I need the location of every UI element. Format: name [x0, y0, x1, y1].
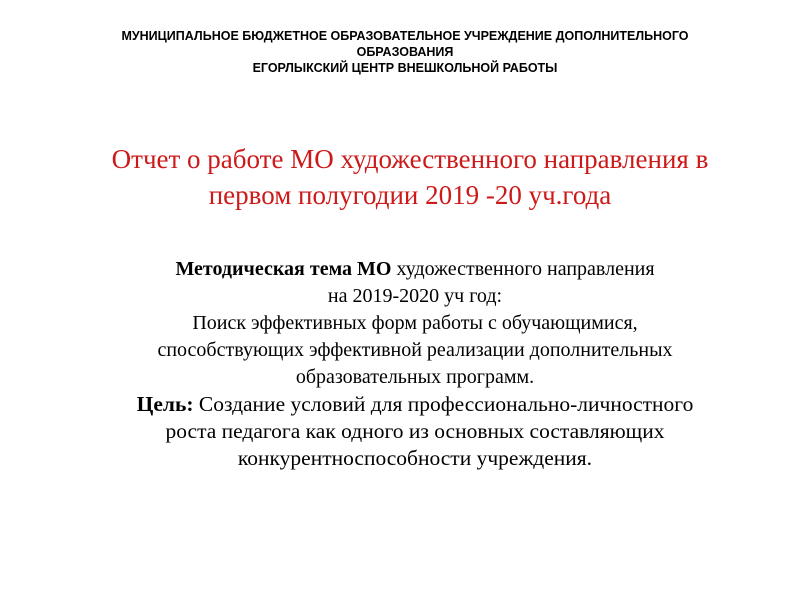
- goal-text: Создание условий для профессионально-личностного: [193, 392, 694, 416]
- title-line-1: Отчет о работе МО художественного направления в: [111, 144, 709, 174]
- goal-line-2: роста педагога как одного из основных составляющих: [165, 419, 665, 443]
- header-line-2: ОБРАЗОВАНИЯ: [356, 45, 454, 59]
- goal-line-1: [30, 391, 800, 418]
- header-line-3: ЕГОРЛЫКСКИЙ ЦЕНТР ВНЕШКОЛЬНОЙ РАБОТЫ: [252, 61, 558, 75]
- title-line-2: первом полугодии 2019 -20 уч.года: [208, 180, 612, 210]
- report-title: [30, 141, 790, 213]
- theme-text: художественного направления: [396, 258, 655, 280]
- theme-label: Методическая тема МО: [175, 258, 397, 280]
- theme-line-5: образовательных программ.: [295, 366, 535, 388]
- theme-line-4: способствующих эффективной реализации дополнительных: [157, 339, 673, 361]
- institution-header: [40, 28, 770, 76]
- goal-label: Цель:: [136, 392, 194, 416]
- theme-line-2: на 2019-2020 уч год:: [327, 285, 503, 307]
- theme-line-1: [30, 256, 800, 283]
- goal-line-3: конкурентноспособности учреждения.: [237, 446, 593, 470]
- report-body: [30, 256, 800, 472]
- theme-line-3: Поиск эффективных форм работы с обучающимися,: [192, 312, 638, 334]
- header-line-1: МУНИЦИПАЛЬНОЕ БЮДЖЕТНОЕ ОБРАЗОВАТЕЛЬНОЕ УЧРЕЖДЕНИЕ ДОПОЛНИТЕЛЬНОГО: [121, 29, 689, 43]
